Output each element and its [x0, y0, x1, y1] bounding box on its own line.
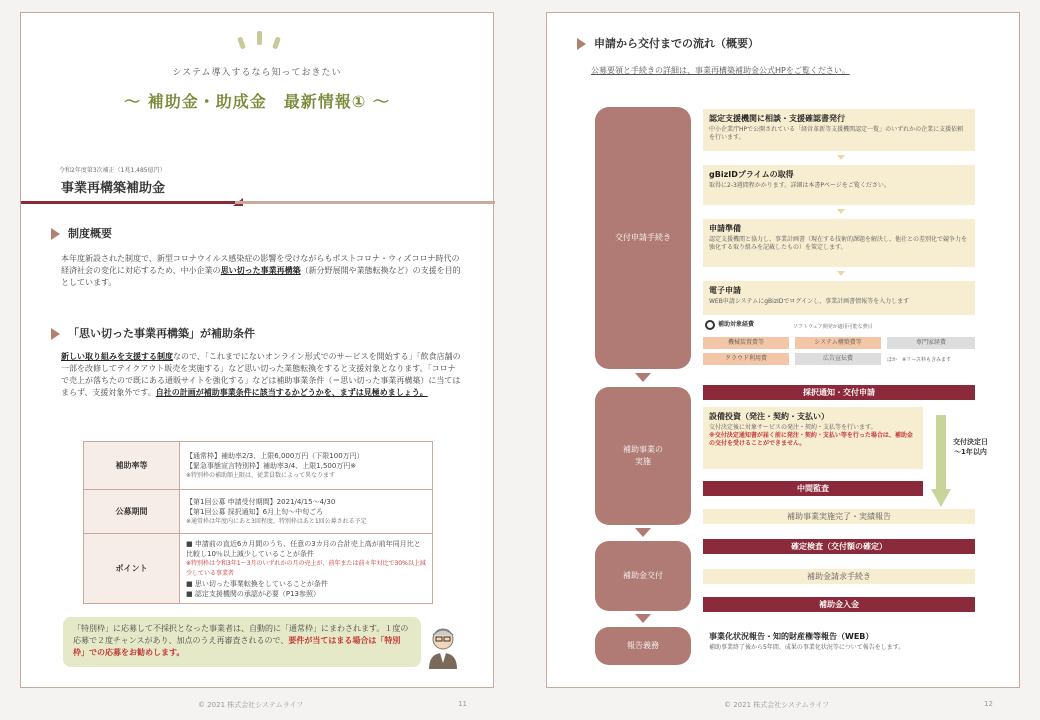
- rate-label: 補助率等: [84, 442, 180, 490]
- step-arrow-icon: [837, 209, 845, 214]
- flow-heading: 申請から交付までの流れ（概要）: [577, 35, 759, 51]
- page-number-right: 12: [984, 700, 993, 708]
- page-number-left: 11: [458, 700, 467, 708]
- expense-specialist: 専門家経費: [887, 337, 975, 349]
- step-preparation: 申請準備 認定支援機関と協力し、事業計画書（現在する技術的課題を解決し、他社との差別化で競争力を強化する取り組みを記載したもの）を策定します。: [703, 219, 975, 267]
- phase-implementation: 補助事業の 実施: [595, 387, 691, 525]
- phase-reporting: 報告義務: [595, 627, 691, 665]
- conditions-heading: 「思い切った事業再構築」が補助条件: [51, 325, 255, 341]
- triangle-icon: [51, 228, 60, 240]
- magnifier-icon: [705, 320, 715, 330]
- triangle-icon: [51, 328, 60, 340]
- tagline: システム導入するなら知っておきたい: [172, 68, 342, 78]
- down-arrow-icon: [635, 614, 651, 623]
- bar-payment: 補助金入金: [703, 597, 975, 612]
- expense-title: 補助対象経費: [705, 319, 754, 330]
- expense-advertising: 広告宣伝費: [795, 353, 881, 365]
- main-title: ～ 補助金・助成金 最新情報① ～: [124, 92, 390, 111]
- subsidy-info-table: [83, 441, 433, 604]
- step-arrow-icon: [837, 271, 845, 276]
- bar-completion: 補助事業実施完了・実績報告: [703, 509, 975, 524]
- period-label: 公募期間: [84, 490, 180, 534]
- expense-more: ほか ※リース料も含みます: [887, 357, 951, 363]
- step-arrow-icon: [837, 155, 845, 160]
- bar-claim: 補助金請求手続き: [703, 569, 975, 584]
- bar-confirm: 確定検査（交付額の確定）: [703, 539, 975, 554]
- overview-heading: 制度概要: [51, 225, 112, 241]
- budget-note: 令和2年度第3次補正（1兆1,485億円）: [59, 167, 166, 174]
- overview-text: 本年度新設された制度で、新型コロナウイルス感染症の影響を受けながらもポストコロナ・ウィズコロナ時代の経済社会の変化に対応するため、中小企業の思い切った事業再構築（新分野展開や業態転換など）の支援を目的としています。: [61, 254, 461, 287]
- step-gbizid: gBizIDプライムの取得 取得に2-3週間程かかります。詳細は本書Pページをご覧ください。: [703, 165, 975, 205]
- down-arrow-icon: [635, 528, 651, 537]
- footer-right: © 2021 株式会社システムライフ: [724, 701, 830, 709]
- down-arrow-icon: [635, 373, 651, 382]
- footer-left: © 2021 株式会社システムライフ: [198, 701, 304, 709]
- bar-adoption: 採択通知・交付申請: [703, 385, 975, 400]
- bar-midcheck: 中間監査: [703, 481, 923, 496]
- step-equipment: 設備投資（発注・契約・支払い） 交付決定後に対象サービスの発注・契約・支払等を行います。 ※交付決定通知書が届く前に発注・契約・支払い等を行った場合は、補助金の交付を受けることができません。: [703, 407, 923, 469]
- left-page: [20, 12, 494, 688]
- phase-payment: 補助金交付: [595, 541, 691, 611]
- period-arrow-icon: [931, 415, 951, 511]
- decoration-icon: [237, 31, 281, 51]
- title-underline: [21, 198, 495, 206]
- special-frame-note: 「特別枠」に応募して不採択となった事業者は、自動的に「通常枠」にまわされます。１度の応募で２度チャンスがあり、加点のうえ再審査されるので、要件が当てはまる場合は「特別枠」での応募をお勧めします。: [63, 617, 421, 667]
- right-page: [546, 12, 1020, 688]
- expense-system: システム構築費等: [795, 337, 881, 349]
- expense-note: ソフトウェア開発が適用可能な費目: [793, 324, 873, 330]
- conditions-text: 新しい取り組みを支援する制度なので、「これまでにないオンライン形式でのサービスを開始する」「飲食店舗の一部を改修してテイクアウト販売を実施する」など思い切った業態転換をすると支援対象となります。「コロナで売上が落ちたので既にある通販サイトを強化する」などは補助事業条件（＝思い切った事業再構築）に当てはまらず、支援対象外です。自社の計画が補助事業条件に該当するかどうかを、まずは見極めましょう。: [61, 352, 461, 397]
- point-label: ポイント: [84, 534, 180, 604]
- expense-cloud: クラウド利用費: [703, 353, 789, 365]
- phase-application: 交付申請手続き: [595, 107, 691, 369]
- step-e-application: 電子申請 WEB申請システムにgBizIDでログインし、事業計画書情報等を入力します: [703, 281, 975, 315]
- point-value: ■ 申請前の直近6カ月間のうち、任意の3カ月の合計売上高が前年同月比と比較し10％以上減少していることが条件 ※特別枠は令和3年1～3月のいずれかの月の売上が、前年または前々年対比で30%以上減少している事業者 ■ 思い切った事業転換をしていることが条件 ■ 認定支援機関の承認が必要（P13参照）: [180, 534, 433, 604]
- step-report: 事業化状況報告・知的財産権等報告（WEB） 補助事業終了後から5年間、成果の事業化状況等について報告をします。: [703, 627, 975, 663]
- period-label: 交付決定日 ～1年以内: [953, 438, 988, 456]
- step-consult: 認定支援機関に相談・支援確認書発行 中小企業庁HPで公開されている「経営革新等支援機関認定一覧」のいずれかの企業に支援依頼を行います。: [703, 109, 975, 151]
- expense-machinery: 機械装置費等: [703, 337, 789, 349]
- triangle-icon: [577, 38, 586, 50]
- rate-value: 【通常枠】補助率2/3、上限6,000万円（下限100万円） 【緊急事態宣言特別枠】補助率3/4、上限1,500万円※ ※特別枠の補助額上限は、従業員数によって異なります: [180, 442, 433, 490]
- flow-subtitle: 公募要領と手続きの詳細は、事業再構築補助金公式HPをご覧ください。: [591, 66, 850, 75]
- advisor-illustration: [423, 625, 463, 669]
- section-title: 事業再構築補助金: [61, 181, 166, 196]
- period-value: 【第1回公募 申請受付期間】2021/4/15～4/30 【第1回公募 採択通知】6月上旬～中旬ごろ ※通常枠は年度内にあと3回程度、特別枠はあと1回公募される予定: [180, 490, 433, 534]
